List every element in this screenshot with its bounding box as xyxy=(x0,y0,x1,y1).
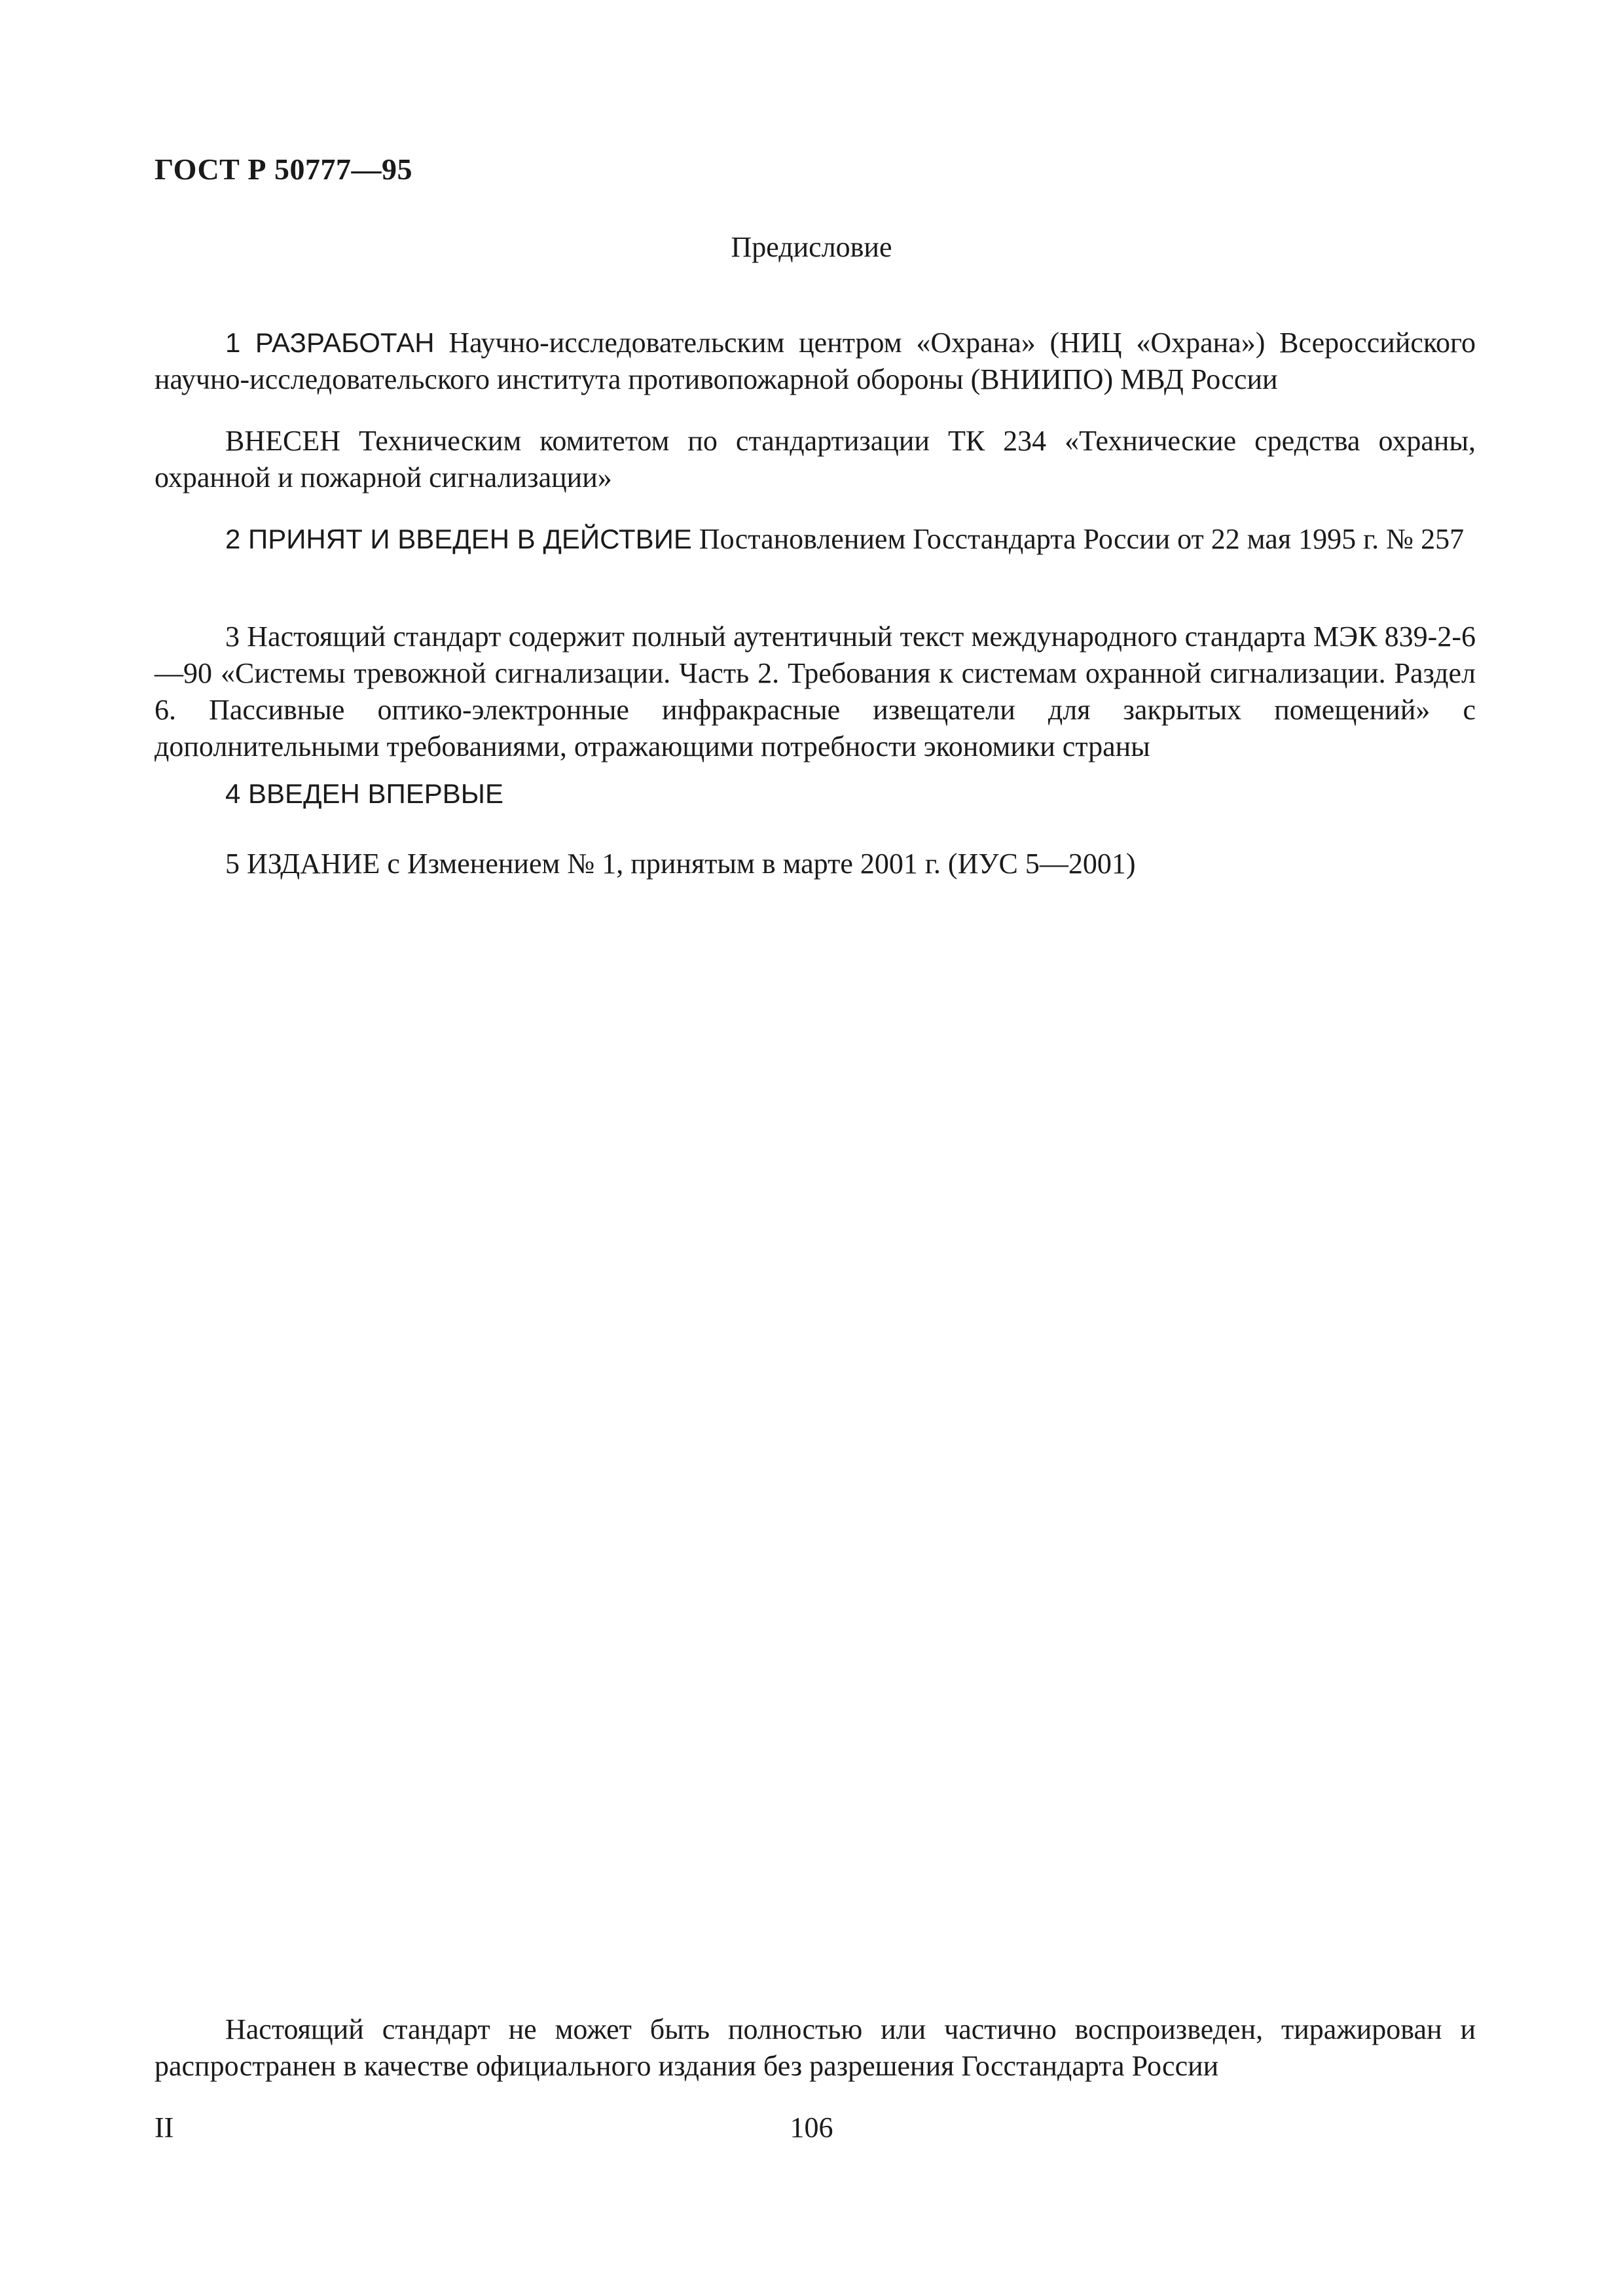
foreword-item-1-lead: 1 РАЗРАБОТАН xyxy=(225,327,435,358)
foreword-item-1-text: Научно-исследовательским центром «Охрана» (НИЦ «Охрана») Всероссийского научно-исследовательского института противопожарной обороны (ВНИИПО) МВД России xyxy=(155,327,1476,395)
foreword-item-2-text: Постановлением Госстандарта России от 22 мая 1995 г. № 257 xyxy=(691,523,1465,555)
page-number: 106 xyxy=(790,2111,833,2144)
foreword-item-submitted-text: ВНЕСЕН Техническим комитетом по стандартизации ТК 234 «Технические средства охраны, охранной и пожарной сигнализации» xyxy=(155,425,1476,493)
foreword-item-2-lead: 2 ПРИНЯТ И ВВЕДЕН В ДЕЙСТВИЕ xyxy=(225,524,692,554)
foreword-item-3 xyxy=(155,619,1476,765)
foreword-item-5 xyxy=(155,846,1476,882)
roman-page-number: II xyxy=(155,2111,174,2144)
copyright-notice: Настоящий стандарт не может быть полностью или частично воспроизведен, тиражирован и распространен в качестве официального издания без разрешения Госстандарта России xyxy=(155,2013,1476,2082)
standard-code: ГОСТ Р 50777—95 xyxy=(155,152,412,186)
foreword-item-4-lead: 4 ВВЕДЕН ВПЕРВЫЕ xyxy=(225,778,503,809)
foreword-item-5-text: 5 ИЗДАНИЕ с Изменением № 1, принятым в марте 2001 г. (ИУС 5—2001) xyxy=(225,848,1136,880)
foreword-item-3-text: 3 Настоящий стандарт содержит полный аутентичный текст международного стандарта МЭК 839-2-6—90 «Системы тревожной сигнализации. Часть 2. Требования к системам охранной сигнализации. Раздел 6. Пассивные оптико-электронные инфракрасные извещатели для закрытых помещений» с дополнительными требованиями, отражающими потребности экономики страны xyxy=(155,620,1476,762)
section-title: Предисловие xyxy=(731,231,892,263)
foreword-item-4 xyxy=(155,776,1476,812)
foreword-item-2 xyxy=(155,521,1476,558)
foreword-item-1 xyxy=(155,325,1476,398)
foreword-item-submitted xyxy=(155,423,1476,496)
